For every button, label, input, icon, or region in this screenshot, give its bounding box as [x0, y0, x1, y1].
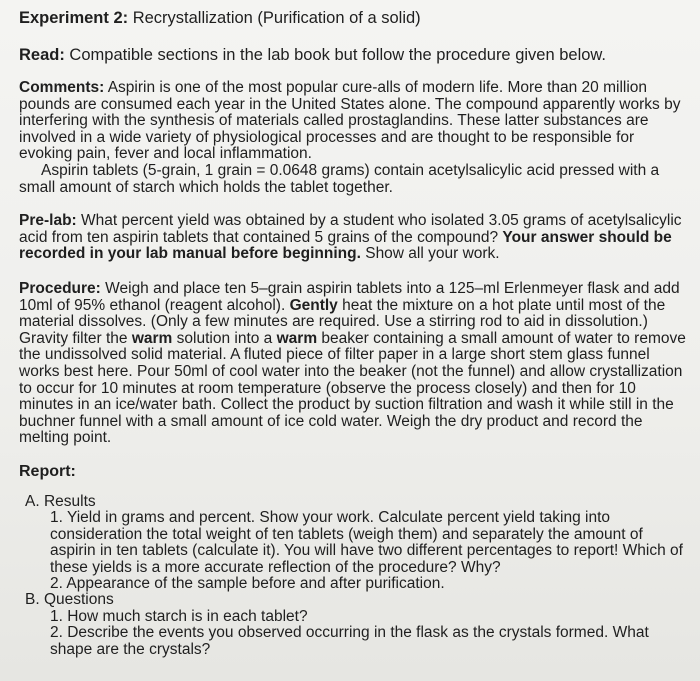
comments-section	[19, 80, 689, 196]
read-text: Compatible sections in the lab book but follow the procedure given below.	[64, 46, 607, 64]
lab-handout	[19, 8, 689, 658]
experiment-title: Recrystallization (Purification of a solid)	[128, 9, 421, 27]
comments-label: Comments:	[19, 79, 105, 96]
report-list	[19, 494, 689, 658]
experiment-label: Experiment 2:	[19, 9, 129, 27]
procedure-bold-warm-1: warm	[131, 329, 173, 347]
report-results-heading: A. Results	[25, 492, 96, 510]
report-questions-heading: B. Questions	[25, 591, 114, 609]
comments-paragraph-2: Aspirin tablets (5-grain, 1 grain = 0.0648 grams) contain acetylsalicylic acid pressed with a small amount of starch which holds the tablet together.	[19, 161, 660, 196]
procedure-text-3: solution into a	[172, 329, 277, 347]
prelab-section	[19, 213, 689, 263]
procedure-label: Procedure:	[19, 279, 101, 297]
procedure-bold-warm-2: warm	[276, 329, 318, 347]
experiment-heading	[19, 8, 689, 28]
report-questions-item-1: 1. How much starch is in each tablet?	[50, 607, 308, 625]
procedure-text-4: beaker containing a small amount of water to remove the undissolved solid material. A fluted piece of filter paper in a large short stem glass funnel works best here. Pour 50ml of cool water into the beaker (not the funnel) and allow crystallization to occur for 10 minutes at room temperature (observe the process closely) and then for 10 minutes in an ice/water bath. Collect the product by suction filtration and wash it while still in the buchner funnel with a small amount of ice cold water. Weigh the dry product and record the melting point.	[19, 329, 686, 447]
procedure-section	[19, 281, 689, 447]
procedure-bold-gently: Gently	[289, 296, 338, 314]
report-results-item-2: 2. Appearance of the sample before and after purification.	[50, 574, 445, 592]
comments-text: Aspirin is one of the most popular cure-alls of modern life. More than 20 million pounds are consumed each year in the United States alone. The compound apparently works by interfering with the synthesis of materials called prostaglandins. These latter substances are involved in a wide variety of physiological processes and are thought to be responsible for evoking pain, fever and local inflammation.	[19, 79, 681, 163]
report-heading: Report:	[19, 462, 76, 480]
prelab-end: Show all your work.	[360, 245, 500, 263]
procedure-text-1: Weigh and place ten 5–grain aspirin tablets into a 125–ml Erlenmeyer flask and add 10ml of 95% ethanol (reagent alcohol).	[19, 279, 680, 314]
report-results-item-1: 1. Yield in grams and percent. Show your work. Calculate percent yield taking into consideration the total weight of ten tablets (weigh them) and separately the amount of aspirin in ten tablets (calculate it). You will have two different percentages to report! Which of these yields is a more accurate reflection of the procedure? Why?	[50, 509, 683, 576]
prelab-bold: Your answer should be recorded in your lab manual before beginning.	[19, 228, 672, 263]
report-questions-item-2: 2. Describe the events you observed occurring in the flask as the crystals formed. What shape are the crystals?	[50, 624, 649, 658]
comments-paragraph	[19, 80, 689, 163]
procedure-text-2: heat the mixture on a hot plate until most of the material dissolves. (Only a few minutes are required. Use a stirring rod to aid in dissolution.) Gravity filter the	[19, 296, 666, 347]
prelab-text: What percent yield was obtained by a student who isolated 3.05 grams of acetylsalicylic acid from ten aspirin tablets that contained 5 grains of the compound?	[19, 212, 682, 246]
prelab-label: Pre-lab:	[19, 212, 77, 230]
read-section	[19, 45, 689, 65]
read-label: Read:	[19, 46, 65, 64]
